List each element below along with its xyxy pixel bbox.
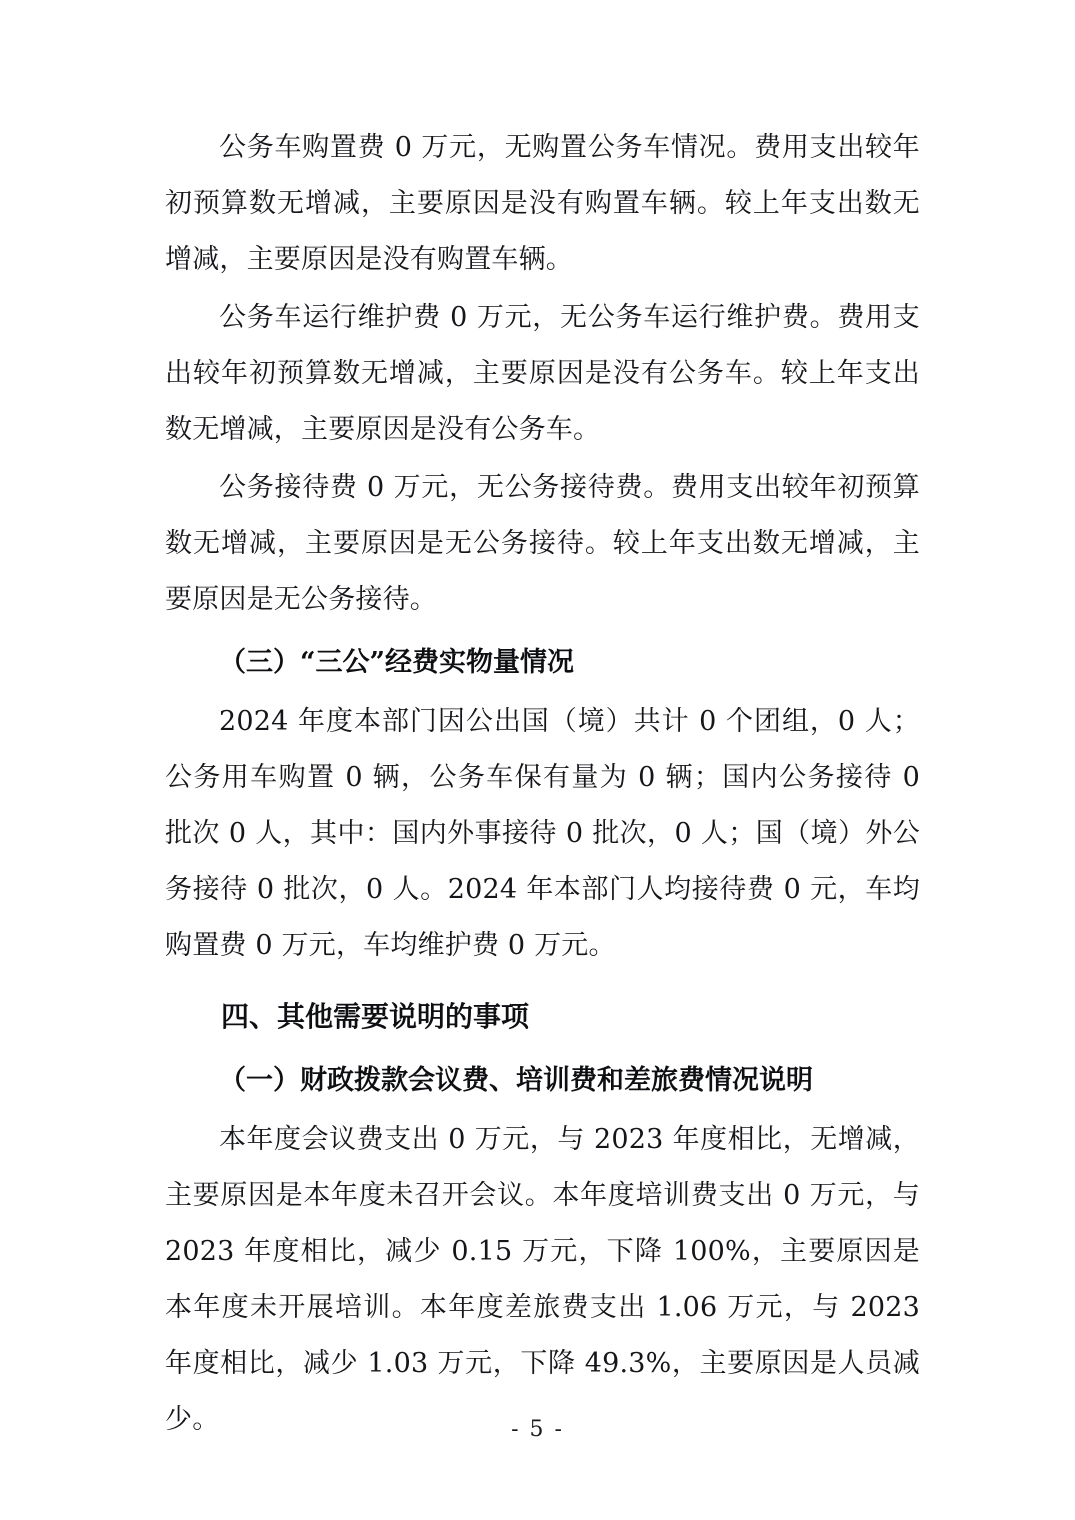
page-number: - 5 - [511, 1417, 564, 1442]
paragraph-official-reception: 公务接待费 0 万元，无公务接待费。费用支出较年初预算数无增减，主要原因是无公务接待。较上年支出数无增减，主要原因是无公务接待。 [165, 472, 920, 615]
paragraph-vehicle-operation: 公务车运行维护费 0 万元，无公务车运行维护费。费用支出较年初预算数无增减，主要原因是没有公务车。较上年支出数无增减，主要原因是没有公务车。 [165, 302, 920, 445]
heading-other-matters: 四、其他需要说明的事项 [221, 1000, 530, 1033]
heading-meeting-training-travel: （一）财政拨款会议费、培训费和差旅费情况说明 [219, 1065, 813, 1096]
paragraph-three-public-quantity: 2024 年度本部门因公出国（境）共计 0 个团组，0 人；公务用车购置 0 辆，公务车保有量为 0 辆；国内公务接待 0 批次 0 人，其中：国内外事接待 0 批次，0 人；国（境）外公务接待 0 批次，0 人。2024 年本部门人均接待费 0 元，车均购置费 0 万元，车均维护费 0 万元。 [165, 706, 920, 961]
paragraph-vehicle-purchase: 公务车购置费 0 万元，无购置公务车情况。费用支出较年初预算数无增减，主要原因是没有购置车辆。较上年支出数无增减，主要原因是没有购置车辆。 [165, 132, 920, 275]
heading-three-public-quantity: （三）“三公”经费实物量情况 [219, 647, 575, 678]
paragraph-meeting-training-travel: 本年度会议费支出 0 万元，与 2023 年度相比，无增减，主要原因是本年度未召开会议。本年度培训费支出 0 万元，与 2023 年度相比，减少 0.15 万元，下降 100%，主要原因是本年度未开展培训。本年度差旅费支出 1.06 万元，与 2023 年度相比，减少 1.03 万元，下降 49.3%，主要原因是人员减少。 [165, 1124, 920, 1435]
